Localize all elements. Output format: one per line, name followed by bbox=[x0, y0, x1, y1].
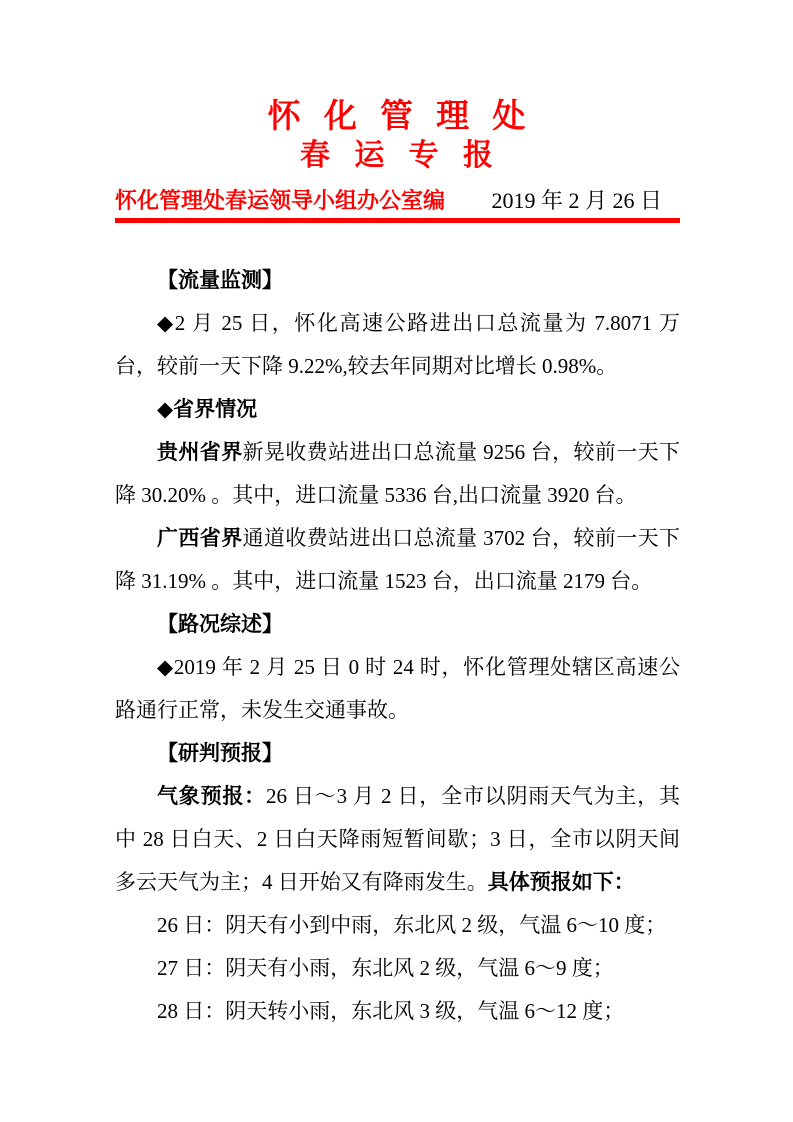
red-divider-rule bbox=[115, 218, 680, 223]
paragraph-guangxi-border bbox=[115, 517, 680, 603]
guangxi-border-label: 广西省界 bbox=[157, 526, 243, 550]
section-heading-forecast: 【研判预报】 bbox=[157, 741, 283, 765]
forecast-day-26: 26 日：阴天有小到中雨，东北风 2 级，气温 6～10 度； bbox=[157, 913, 667, 937]
weather-forecast-text: 26 日～3 月 2 日，全市以阴雨天气为主，其中 28 日白天、2 日白天降雨短暂间歇；3 日，全市以阴天间多云天气为主；4 日开始又有降雨发生。 bbox=[115, 784, 681, 894]
forecast-day-28: 28 日：阴天转小雨，东北风 3 级，气温 6～12 度； bbox=[157, 999, 625, 1023]
subsection-heading-province-border: ◆省界情况 bbox=[157, 397, 258, 421]
issue-date: 2019 年 2 月 26 日 bbox=[491, 188, 662, 213]
guangxi-border-text: 通道收费站进出口总流量 3702 台，较前一天下降 31.19% 。其中，进口流量 1523 台，出口流量 2179 台。 bbox=[115, 526, 681, 593]
guizhou-border-text: 新晃收费站进出口总流量 9256 台，较前一天下降 30.20% 。其中，进口流量 5336 台,出口流量 3920 台。 bbox=[115, 440, 681, 507]
paragraph-guizhou-border bbox=[115, 431, 680, 517]
document-title-line1: 怀 化 管 理 处 bbox=[267, 97, 528, 134]
paragraph-total-flow: ◆2 月 25 日，怀化高速公路进出口总流量为 7.8071 万台，较前一天下降 9.22%,较去年同期对比增长 0.98%。 bbox=[115, 311, 680, 378]
weather-forecast-label: 气象预报： bbox=[157, 784, 266, 808]
detail-forecast-label: 具体预报如下： bbox=[487, 870, 635, 894]
paragraph-weather-forecast bbox=[115, 775, 680, 904]
section-heading-traffic-monitor: 【流量监测】 bbox=[157, 268, 283, 292]
document-body bbox=[115, 259, 680, 1033]
section-heading-road-summary: 【路况综述】 bbox=[157, 612, 283, 636]
byline-editor: 怀化管理处春运领导小组办公室编 bbox=[115, 188, 446, 213]
document-title-line2: 春 运 专 报 bbox=[299, 139, 495, 172]
paragraph-road-condition: ◆2019 年 2 月 25 日 0 时 24 时，怀化管理处辖区高速公路通行正常，未发生交通事故。 bbox=[115, 655, 680, 722]
forecast-day-27: 27 日：阴天有小雨，东北风 2 级，气温 6～9 度； bbox=[157, 956, 614, 980]
guizhou-border-label: 贵州省界 bbox=[157, 440, 243, 464]
byline-row bbox=[115, 188, 680, 214]
